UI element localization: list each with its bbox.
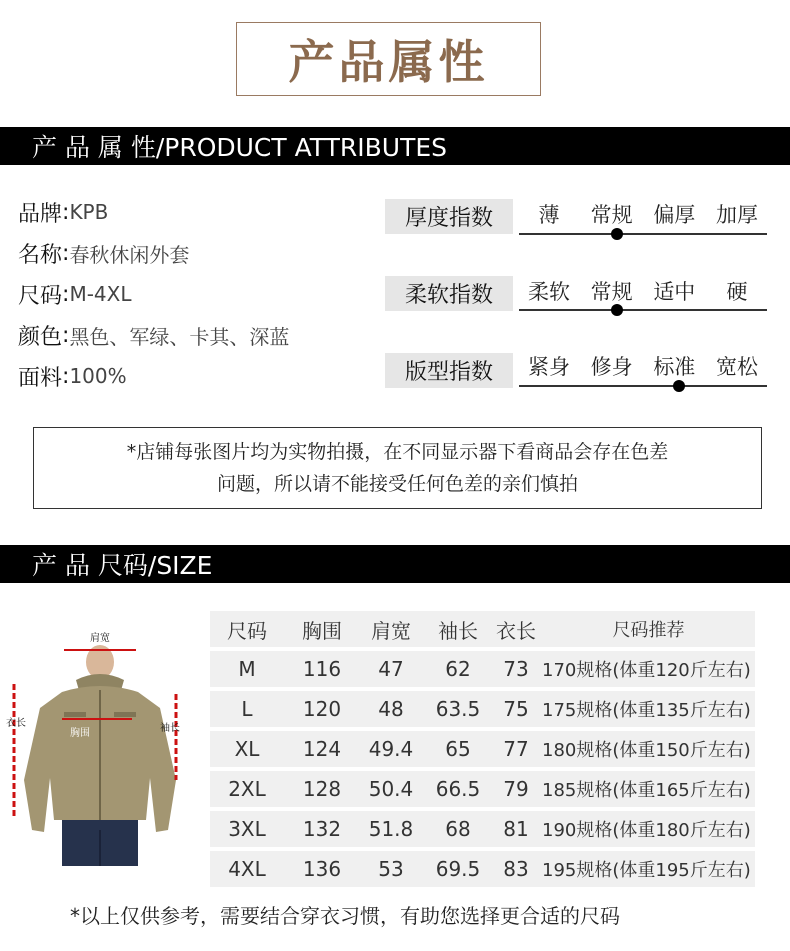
index-option: 紧身 (528, 355, 570, 379)
attribute-key: 尺码 (18, 283, 63, 309)
table-row (210, 691, 755, 727)
header-cell: 尺码推荐 (612, 620, 685, 641)
table-row (210, 771, 755, 807)
notice-line-1: *店铺每张图片均为实物拍摄，在不同显示器下看商品会存在色差 (126, 441, 669, 463)
size-section-bar (0, 545, 790, 583)
table-cell: 116 (302, 657, 342, 681)
chest-label: 胸围 (70, 728, 90, 739)
table-cell: 132 (302, 817, 342, 841)
size-table (210, 607, 755, 891)
attribute-separator: : (62, 322, 70, 348)
index-option: 硬 (726, 280, 748, 304)
table-cell: 170规格(体重120斤左右) (542, 660, 751, 681)
softness-index-label (385, 276, 513, 311)
table-cell: 48 (378, 697, 404, 721)
index-option: 常规 (590, 203, 633, 227)
attribute-value: KPB (69, 200, 109, 224)
sleeve-label: 袖长 (160, 723, 180, 734)
attribute-key: 颜色 (18, 324, 63, 350)
header-cell: 胸围 (302, 618, 342, 643)
attribute-key: 名称 (18, 242, 63, 268)
left-pocket (64, 712, 86, 717)
table-row (210, 851, 755, 887)
table-cell: 68 (445, 817, 471, 841)
index-option: 常规 (590, 280, 633, 304)
header-cell: 尺码 (227, 618, 267, 643)
jacket-illustration (0, 620, 200, 870)
table-cell: 3XL (228, 817, 266, 841)
table-cell: L (241, 697, 253, 721)
attribute-separator: : (62, 199, 70, 225)
fit-index-label (385, 353, 513, 388)
notice-line-2: 问题，所以请不能接受任何色差的亲们慎拍 (216, 473, 578, 495)
color-difference-notice (33, 427, 762, 509)
index-option: 适中 (653, 280, 696, 304)
attribute-size (18, 278, 131, 310)
table-cell: M (238, 657, 256, 681)
attribute-key: 面料 (18, 365, 63, 391)
table-cell: 124 (302, 737, 342, 761)
table-cell: 190规格(体重180斤左右) (542, 820, 751, 841)
table-cell: 73 (503, 657, 529, 681)
attribute-separator: : (62, 281, 70, 307)
table-cell: 185规格(体重165斤左右) (542, 780, 751, 801)
index-option: 标准 (653, 355, 696, 379)
table-cell: 2XL (228, 777, 266, 801)
table-cell: 63.5 (435, 697, 481, 721)
table-row (210, 811, 755, 847)
table-cell: 66.5 (435, 777, 481, 801)
fit-index-options (519, 351, 767, 381)
attribute-value: 春秋休闲外套 (69, 242, 190, 267)
page-title: 产品属性 (288, 35, 489, 89)
attribute-key: 品牌 (18, 201, 63, 227)
table-cell: 53 (378, 857, 404, 881)
table-header-row (210, 611, 755, 647)
attribute-fabric (18, 360, 127, 392)
thickness-index-options (519, 199, 767, 229)
attributes-section-title: 产 品 属 性/PRODUCT ATTRIBUTES (32, 133, 448, 162)
index-option: 修身 (590, 355, 633, 379)
title-box (236, 22, 541, 96)
table-row (210, 731, 755, 767)
table-cell: XL (234, 737, 260, 761)
attributes-section-bar (0, 127, 790, 165)
index-option: 加厚 (715, 203, 758, 227)
size-section-title: 产 品 尺码/SIZE (32, 551, 213, 580)
attribute-value: 100% (69, 364, 127, 388)
table-cell: 77 (503, 737, 529, 761)
table-cell: 47 (378, 657, 404, 681)
table-cell: 136 (302, 857, 342, 881)
table-cell: 65 (445, 737, 471, 761)
softness-index-options (519, 276, 767, 306)
index-option: 薄 (538, 203, 560, 227)
index-option: 柔软 (528, 280, 570, 304)
attribute-color (18, 319, 289, 351)
size-footnote: *以上仅供参考，需要结合穿衣习惯，有助您选择更合适的尺码 (70, 904, 620, 928)
index-label-text: 版型指数 (404, 360, 493, 385)
attribute-value: 黑色、军绿、卡其、深蓝 (69, 324, 290, 349)
table-cell: 195规格(体重195斤左右) (542, 860, 751, 881)
table-row (210, 651, 755, 687)
index-label-text: 厚度指数 (404, 206, 493, 231)
thickness-index-label (385, 199, 513, 234)
header-cell: 衣长 (496, 618, 536, 643)
softness-index-marker (611, 304, 623, 316)
length-label: 衣长 (6, 718, 26, 729)
right-pocket (114, 712, 136, 717)
table-cell: 49.4 (368, 737, 414, 761)
table-cell: 120 (302, 697, 342, 721)
table-cell: 83 (503, 857, 529, 881)
attribute-value: M-4XL (69, 282, 132, 306)
table-cell: 69.5 (435, 857, 481, 881)
jacket-measurement-figure (0, 620, 200, 870)
table-cell: 175规格(体重135斤左右) (542, 700, 751, 721)
table-cell: 128 (302, 777, 342, 801)
table-cell: 62 (445, 657, 471, 681)
table-cell: 51.8 (368, 817, 414, 841)
attribute-name (18, 237, 189, 269)
attribute-separator: : (62, 240, 70, 266)
shoulder-label: 肩宽 (90, 633, 110, 644)
header-cell: 肩宽 (371, 618, 411, 643)
index-label-text: 柔软指数 (404, 283, 493, 308)
softness-index-scale (519, 309, 767, 311)
table-cell: 50.4 (368, 777, 414, 801)
table-cell: 180规格(体重150斤左右) (542, 740, 751, 761)
table-cell: 81 (503, 817, 529, 841)
thickness-index-scale (519, 233, 767, 235)
attribute-separator: : (62, 363, 70, 389)
index-option: 宽松 (715, 355, 758, 379)
table-cell: 75 (503, 697, 529, 721)
attribute-brand (18, 196, 108, 228)
thickness-index-marker (611, 228, 623, 240)
fit-index-marker (673, 380, 685, 392)
table-cell: 4XL (228, 857, 266, 881)
index-option: 偏厚 (653, 203, 696, 227)
header-cell: 袖长 (438, 618, 478, 643)
table-cell: 79 (503, 777, 529, 801)
fit-index-scale (519, 385, 767, 387)
